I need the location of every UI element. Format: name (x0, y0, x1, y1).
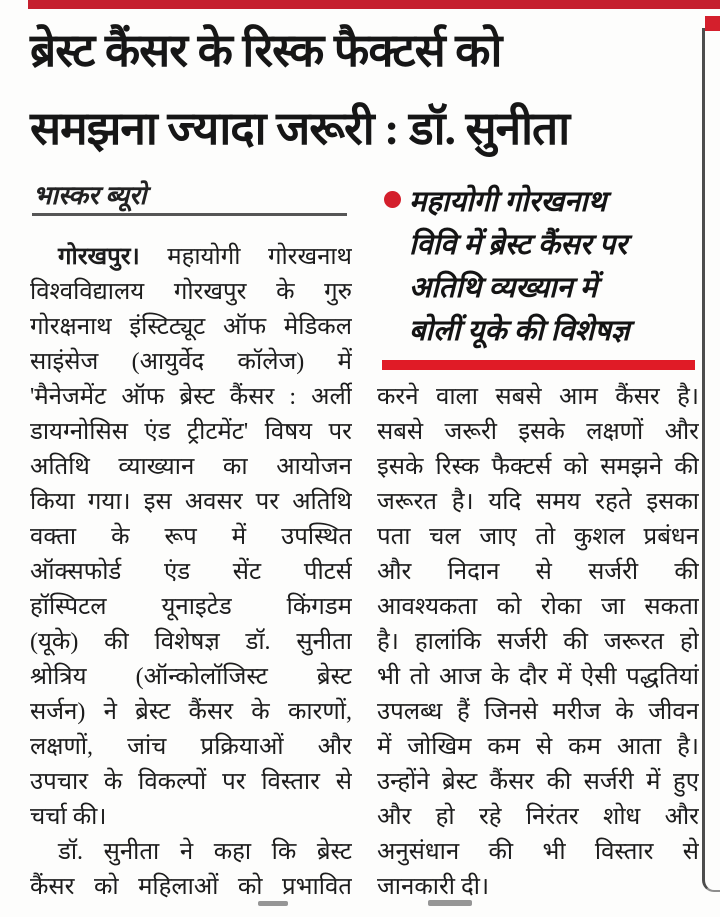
text-line: भी तो आज के दौर में ऐसी पद्धतियां (377, 664, 699, 690)
text-line: डॉ. सुनीता ने कहा कि ब्रेस्ट (58, 839, 352, 865)
text-line: किया गया। इस अवसर पर अतिथि (30, 489, 352, 515)
byline-divider (32, 213, 347, 216)
text-line: डायग्नोसिस एंड ट्रीटमेंट' विषय पर (30, 419, 352, 445)
article-headline (30, 12, 695, 168)
text-line: अतिथि व्याख्यान का आयोजन (30, 454, 352, 480)
text-line: 'मैनेजमेंट ऑफ ब्रेस्ट कैंसर : अर्ली (30, 384, 352, 410)
highlight-line: विवि में ब्रेस्ट कैंसर पर (409, 229, 628, 261)
masthead-red-bar (28, 0, 720, 9)
text-line: चर्चा की। (30, 804, 107, 830)
text-line: सर्जन) ने ब्रेस्ट कैंसर के कारणों, (30, 699, 352, 725)
headline-line: समझना ज्यादा जरूरी : डॉ. सुनीता (30, 103, 570, 154)
paragraph (30, 240, 352, 835)
text-line: विश्वविद्यालय गोरखपुर के गुरु (30, 279, 352, 305)
text-line: इसके रिस्क फैक्टर्स को समझने की (377, 454, 699, 480)
headline-line: ब्रेस्ट कैंसर के रिस्क फैक्टर्स को (30, 25, 502, 76)
text-line: में जोखिम कम से कम आता है। (377, 734, 699, 760)
text-line: गोरक्षनाथ इंस्टिट्यूट ऑफ मेडिकल (30, 314, 352, 340)
adjacent-column-border (702, 28, 720, 892)
text-line: ऑक्सफोर्ड एंड सेंट पीटर्स (30, 559, 352, 585)
cutoff-print-artifact (428, 900, 472, 906)
red-corner-mark (705, 16, 720, 31)
article-right-column (377, 380, 699, 910)
paragraph (30, 835, 352, 905)
highlight-line: महायोगी गोरखनाथ (409, 186, 607, 218)
text-line: जरूरत है। यदि समय रहते इसका (377, 489, 699, 515)
text-line: श्रोत्रिय (ऑन्कोलॉजिस्ट ब्रेस्ट (30, 664, 352, 690)
text-line: अनुसंधान की भी विस्तार से (377, 839, 699, 865)
text-line: लक्षणों, जांच प्रक्रियाओं और (30, 734, 352, 760)
text-line: और हो रहे निरंतर शोध और (377, 804, 699, 830)
text-line: हॉस्पिटल यूनाइटेड किंगडम (30, 594, 352, 620)
text-line: सबसे जरूरी इसके लक्षणों और (377, 419, 699, 445)
text-line: पता चल जाए तो कुशल प्रबंधन (377, 524, 699, 550)
text-line: उन्होंने ब्रेस्ट कैंसर की सर्जरी में हुए (377, 769, 699, 795)
paragraph (377, 380, 699, 905)
text-line: उपलब्ध हैं जिनसे मरीज के जीवन (377, 699, 699, 725)
byline: भास्कर ब्यूरो (33, 181, 147, 210)
highlight-summary-box (409, 181, 701, 353)
text-line: वक्ता के रूप में उपस्थित (30, 524, 352, 550)
highlight-line: अतिथि व्यख्यान में (409, 272, 598, 304)
text-line: (यूके) की विशेषज्ञ डॉ. सुनीता (30, 629, 352, 655)
cutoff-print-artifact (258, 901, 288, 906)
article-left-column (30, 240, 352, 910)
text-line: उपचार के विकल्पों पर विस्तार से (30, 769, 352, 795)
text-line: साइंसेज (आयुर्वेद कॉलेज) में (30, 349, 352, 375)
text-line: है। हालांकि सर्जरी की जरूरत हो (377, 629, 699, 655)
text-line: कैंसर को महिलाओं को प्रभावित (30, 874, 352, 900)
red-dot-icon (384, 191, 401, 208)
text-line: जानकारी दी। (377, 874, 490, 900)
text-line: और निदान से सर्जरी की (377, 559, 699, 585)
text-line: गोरखपुर। महायोगी गोरखनाथ (58, 244, 352, 270)
text-line: करने वाला सबसे आम कैंसर है। (377, 384, 699, 410)
dateline-lead: गोरखपुर। (58, 244, 168, 270)
highlight-underline-bar (382, 360, 695, 370)
highlight-line: बोलीं यूके की विशेषज्ञ (409, 315, 630, 347)
text-line: आवश्यकता को रोका जा सकता (377, 594, 699, 620)
